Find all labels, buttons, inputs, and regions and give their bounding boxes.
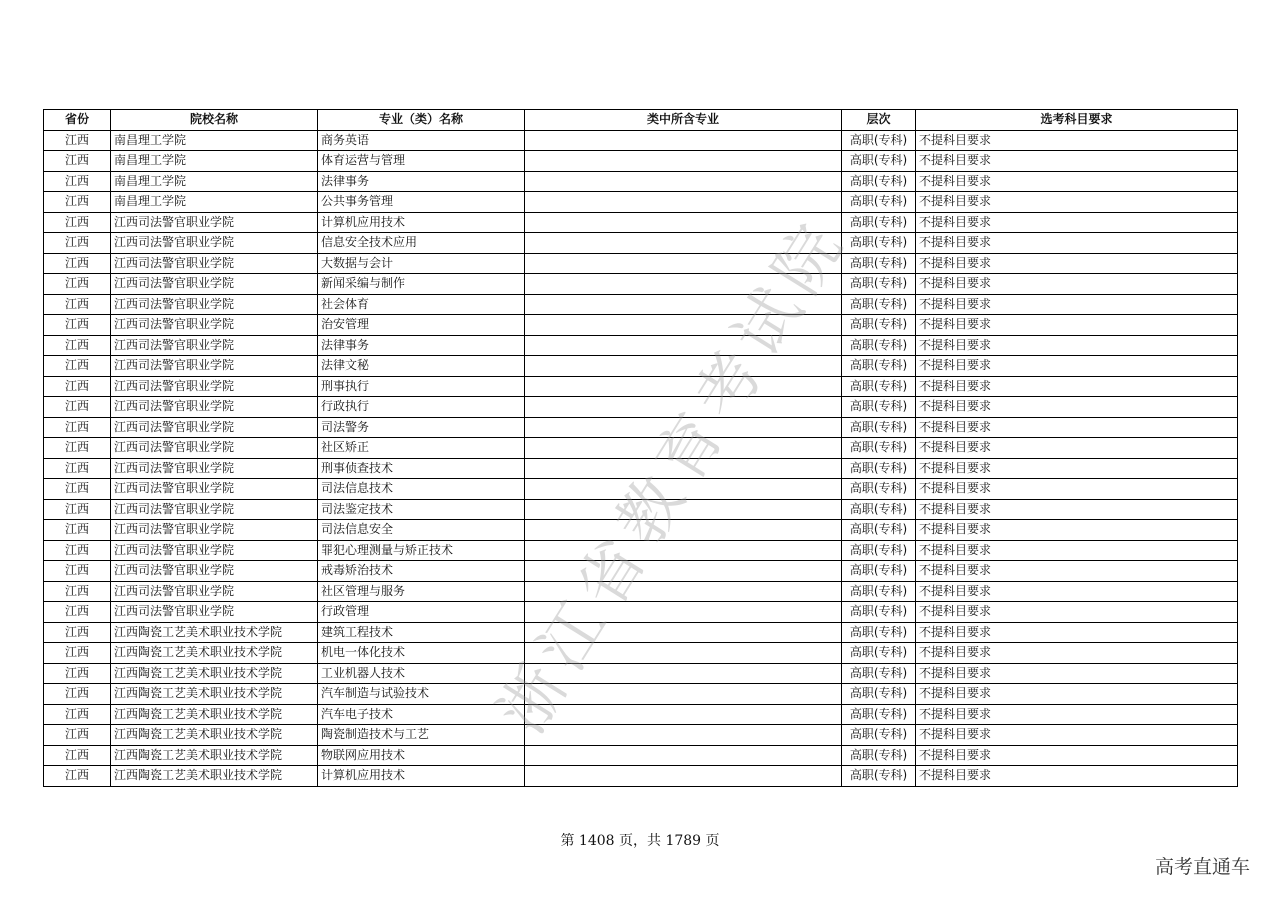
cell-included-majors	[525, 458, 842, 479]
cell-subject-requirement: 不提科目要求	[916, 704, 1238, 725]
cell-major: 物联网应用技术	[318, 745, 525, 766]
cell-subject-requirement: 不提科目要求	[916, 335, 1238, 356]
cell-school: 江西司法警官职业学院	[111, 499, 318, 520]
cell-school: 江西陶瓷工艺美术职业技术学院	[111, 766, 318, 787]
cell-province: 江西	[44, 130, 111, 151]
cell-subject-requirement: 不提科目要求	[916, 581, 1238, 602]
cell-included-majors	[525, 233, 842, 254]
cell-province: 江西	[44, 520, 111, 541]
table-header-row	[44, 110, 1238, 131]
cell-subject-requirement: 不提科目要求	[916, 130, 1238, 151]
cell-school: 江西司法警官职业学院	[111, 274, 318, 295]
cell-major: 大数据与会计	[318, 253, 525, 274]
cell-province: 江西	[44, 356, 111, 377]
cell-major: 戒毒矫治技术	[318, 561, 525, 582]
cell-included-majors	[525, 684, 842, 705]
cell-province: 江西	[44, 212, 111, 233]
cell-subject-requirement: 不提科目要求	[916, 294, 1238, 315]
cell-subject-requirement: 不提科目要求	[916, 397, 1238, 418]
cell-included-majors	[525, 212, 842, 233]
cell-major: 机电一体化技术	[318, 643, 525, 664]
cell-subject-requirement: 不提科目要求	[916, 151, 1238, 172]
cell-school: 江西陶瓷工艺美术职业技术学院	[111, 725, 318, 746]
cell-level: 高职(专科)	[842, 561, 916, 582]
cell-subject-requirement: 不提科目要求	[916, 315, 1238, 336]
header-level: 层次	[842, 110, 916, 131]
table-row	[44, 356, 1238, 377]
cell-included-majors	[525, 725, 842, 746]
table-row	[44, 315, 1238, 336]
cell-major: 罪犯心理测量与矫正技术	[318, 540, 525, 561]
cell-subject-requirement: 不提科目要求	[916, 458, 1238, 479]
table-body	[44, 130, 1238, 786]
cell-level: 高职(专科)	[842, 745, 916, 766]
cell-school: 江西司法警官职业学院	[111, 520, 318, 541]
cell-subject-requirement: 不提科目要求	[916, 192, 1238, 213]
cell-school: 江西司法警官职业学院	[111, 315, 318, 336]
table-row	[44, 438, 1238, 459]
cell-major: 计算机应用技术	[318, 766, 525, 787]
cell-province: 江西	[44, 233, 111, 254]
cell-included-majors	[525, 438, 842, 459]
cell-level: 高职(专科)	[842, 294, 916, 315]
table-row	[44, 417, 1238, 438]
header-subject-requirement: 选考科目要求	[916, 110, 1238, 131]
cell-province: 江西	[44, 151, 111, 172]
cell-included-majors	[525, 356, 842, 377]
table-row	[44, 253, 1238, 274]
cell-level: 高职(专科)	[842, 622, 916, 643]
table-row	[44, 520, 1238, 541]
cell-school: 江西陶瓷工艺美术职业技术学院	[111, 745, 318, 766]
cell-level: 高职(专科)	[842, 602, 916, 623]
cell-included-majors	[525, 622, 842, 643]
cell-major: 行政执行	[318, 397, 525, 418]
cell-province: 江西	[44, 643, 111, 664]
table-row	[44, 335, 1238, 356]
cell-subject-requirement: 不提科目要求	[916, 376, 1238, 397]
cell-included-majors	[525, 581, 842, 602]
table-row	[44, 766, 1238, 787]
table-row	[44, 684, 1238, 705]
table-row	[44, 294, 1238, 315]
cell-level: 高职(专科)	[842, 704, 916, 725]
cell-school: 江西司法警官职业学院	[111, 561, 318, 582]
cell-subject-requirement: 不提科目要求	[916, 540, 1238, 561]
cell-major: 体育运营与管理	[318, 151, 525, 172]
table-row	[44, 745, 1238, 766]
cell-subject-requirement: 不提科目要求	[916, 663, 1238, 684]
cell-included-majors	[525, 274, 842, 295]
cell-major: 公共事务管理	[318, 192, 525, 213]
cell-subject-requirement: 不提科目要求	[916, 499, 1238, 520]
cell-province: 江西	[44, 315, 111, 336]
cell-included-majors	[525, 253, 842, 274]
cell-level: 高职(专科)	[842, 499, 916, 520]
cell-province: 江西	[44, 704, 111, 725]
cell-included-majors	[525, 294, 842, 315]
cell-included-majors	[525, 540, 842, 561]
cell-level: 高职(专科)	[842, 643, 916, 664]
table-row	[44, 561, 1238, 582]
cell-subject-requirement: 不提科目要求	[916, 438, 1238, 459]
cell-subject-requirement: 不提科目要求	[916, 417, 1238, 438]
cell-included-majors	[525, 335, 842, 356]
table-row	[44, 458, 1238, 479]
table-row	[44, 499, 1238, 520]
cell-province: 江西	[44, 499, 111, 520]
cell-school: 江西司法警官职业学院	[111, 335, 318, 356]
cell-subject-requirement: 不提科目要求	[916, 766, 1238, 787]
cell-major: 汽车电子技术	[318, 704, 525, 725]
table-row	[44, 663, 1238, 684]
cell-major: 司法信息安全	[318, 520, 525, 541]
cell-subject-requirement: 不提科目要求	[916, 233, 1238, 254]
cell-included-majors	[525, 192, 842, 213]
cell-province: 江西	[44, 397, 111, 418]
cell-school: 江西陶瓷工艺美术职业技术学院	[111, 622, 318, 643]
table-row	[44, 643, 1238, 664]
cell-school: 江西司法警官职业学院	[111, 356, 318, 377]
page-number: 第 1408 页，共 1789 页	[560, 833, 720, 849]
cell-level: 高职(专科)	[842, 663, 916, 684]
cell-included-majors	[525, 130, 842, 151]
cell-included-majors	[525, 171, 842, 192]
table-row	[44, 130, 1238, 151]
cell-included-majors	[525, 766, 842, 787]
cell-included-majors	[525, 663, 842, 684]
cell-level: 高职(专科)	[842, 315, 916, 336]
cell-subject-requirement: 不提科目要求	[916, 684, 1238, 705]
cell-included-majors	[525, 643, 842, 664]
cell-school: 江西司法警官职业学院	[111, 438, 318, 459]
cell-school: 江西司法警官职业学院	[111, 540, 318, 561]
cell-included-majors	[525, 561, 842, 582]
cell-level: 高职(专科)	[842, 458, 916, 479]
table-row	[44, 725, 1238, 746]
table-row	[44, 212, 1238, 233]
cell-province: 江西	[44, 602, 111, 623]
cell-major: 刑事侦查技术	[318, 458, 525, 479]
cell-province: 江西	[44, 335, 111, 356]
cell-school: 南昌理工学院	[111, 171, 318, 192]
cell-province: 江西	[44, 253, 111, 274]
cell-major: 商务英语	[318, 130, 525, 151]
cell-subject-requirement: 不提科目要求	[916, 643, 1238, 664]
cell-school: 江西司法警官职业学院	[111, 417, 318, 438]
cell-included-majors	[525, 499, 842, 520]
table-row	[44, 274, 1238, 295]
cell-province: 江西	[44, 561, 111, 582]
cell-province: 江西	[44, 458, 111, 479]
cell-school: 江西司法警官职业学院	[111, 376, 318, 397]
cell-subject-requirement: 不提科目要求	[916, 602, 1238, 623]
cell-level: 高职(专科)	[842, 725, 916, 746]
cell-major: 信息安全技术应用	[318, 233, 525, 254]
header-province: 省份	[44, 110, 111, 131]
table-row	[44, 171, 1238, 192]
brand-logo-text: 高考直通车	[1154, 856, 1250, 878]
cell-included-majors	[525, 417, 842, 438]
majors-table	[43, 109, 1238, 787]
cell-province: 江西	[44, 745, 111, 766]
cell-level: 高职(专科)	[842, 684, 916, 705]
cell-province: 江西	[44, 171, 111, 192]
cell-level: 高职(专科)	[842, 356, 916, 377]
cell-school: 江西司法警官职业学院	[111, 458, 318, 479]
cell-included-majors	[525, 376, 842, 397]
cell-major: 司法鉴定技术	[318, 499, 525, 520]
cell-province: 江西	[44, 438, 111, 459]
cell-level: 高职(专科)	[842, 438, 916, 459]
table-row	[44, 602, 1238, 623]
cell-level: 高职(专科)	[842, 397, 916, 418]
cell-subject-requirement: 不提科目要求	[916, 171, 1238, 192]
cell-school: 江西陶瓷工艺美术职业技术学院	[111, 684, 318, 705]
cell-major: 法律事务	[318, 171, 525, 192]
cell-school: 江西陶瓷工艺美术职业技术学院	[111, 643, 318, 664]
table-row	[44, 540, 1238, 561]
cell-major: 司法警务	[318, 417, 525, 438]
cell-subject-requirement: 不提科目要求	[916, 622, 1238, 643]
cell-major: 法律事务	[318, 335, 525, 356]
table-row	[44, 233, 1238, 254]
cell-province: 江西	[44, 417, 111, 438]
table-row	[44, 192, 1238, 213]
cell-major: 新闻采编与制作	[318, 274, 525, 295]
cell-level: 高职(专科)	[842, 376, 916, 397]
table-row	[44, 479, 1238, 500]
table-row	[44, 151, 1238, 172]
cell-major: 司法信息技术	[318, 479, 525, 500]
cell-province: 江西	[44, 581, 111, 602]
cell-province: 江西	[44, 192, 111, 213]
cell-level: 高职(专科)	[842, 581, 916, 602]
table-row	[44, 581, 1238, 602]
cell-major: 行政管理	[318, 602, 525, 623]
cell-major: 工业机器人技术	[318, 663, 525, 684]
cell-level: 高职(专科)	[842, 233, 916, 254]
cell-major: 汽车制造与试验技术	[318, 684, 525, 705]
cell-included-majors	[525, 704, 842, 725]
cell-level: 高职(专科)	[842, 520, 916, 541]
cell-school: 江西司法警官职业学院	[111, 212, 318, 233]
header-school: 院校名称	[111, 110, 318, 131]
header-included-majors: 类中所含专业	[525, 110, 842, 131]
cell-subject-requirement: 不提科目要求	[916, 274, 1238, 295]
cell-included-majors	[525, 151, 842, 172]
cell-level: 高职(专科)	[842, 192, 916, 213]
cell-subject-requirement: 不提科目要求	[916, 725, 1238, 746]
cell-school: 南昌理工学院	[111, 192, 318, 213]
cell-included-majors	[525, 397, 842, 418]
cell-level: 高职(专科)	[842, 540, 916, 561]
cell-province: 江西	[44, 622, 111, 643]
cell-included-majors	[525, 745, 842, 766]
table-row	[44, 622, 1238, 643]
cell-school: 江西司法警官职业学院	[111, 253, 318, 274]
cell-subject-requirement: 不提科目要求	[916, 745, 1238, 766]
cell-province: 江西	[44, 376, 111, 397]
cell-school: 江西陶瓷工艺美术职业技术学院	[111, 663, 318, 684]
cell-included-majors	[525, 602, 842, 623]
cell-level: 高职(专科)	[842, 766, 916, 787]
cell-major: 社会体育	[318, 294, 525, 315]
cell-subject-requirement: 不提科目要求	[916, 212, 1238, 233]
cell-province: 江西	[44, 725, 111, 746]
cell-school: 南昌理工学院	[111, 151, 318, 172]
cell-level: 高职(专科)	[842, 151, 916, 172]
cell-school: 南昌理工学院	[111, 130, 318, 151]
cell-school: 江西司法警官职业学院	[111, 602, 318, 623]
cell-school: 江西司法警官职业学院	[111, 479, 318, 500]
cell-province: 江西	[44, 540, 111, 561]
cell-province: 江西	[44, 663, 111, 684]
cell-level: 高职(专科)	[842, 274, 916, 295]
cell-school: 江西司法警官职业学院	[111, 397, 318, 418]
cell-major: 治安管理	[318, 315, 525, 336]
watermark: 浙江省教育考试院	[485, 204, 862, 747]
table-row	[44, 397, 1238, 418]
cell-subject-requirement: 不提科目要求	[916, 253, 1238, 274]
cell-school: 江西陶瓷工艺美术职业技术学院	[111, 704, 318, 725]
cell-included-majors	[525, 520, 842, 541]
cell-level: 高职(专科)	[842, 253, 916, 274]
cell-level: 高职(专科)	[842, 417, 916, 438]
cell-major: 计算机应用技术	[318, 212, 525, 233]
header-major: 专业（类）名称	[318, 110, 525, 131]
cell-level: 高职(专科)	[842, 479, 916, 500]
cell-province: 江西	[44, 684, 111, 705]
cell-subject-requirement: 不提科目要求	[916, 561, 1238, 582]
cell-subject-requirement: 不提科目要求	[916, 356, 1238, 377]
table-row	[44, 376, 1238, 397]
cell-level: 高职(专科)	[842, 335, 916, 356]
cell-province: 江西	[44, 766, 111, 787]
table-row	[44, 704, 1238, 725]
cell-level: 高职(专科)	[842, 171, 916, 192]
cell-major: 陶瓷制造技术与工艺	[318, 725, 525, 746]
cell-province: 江西	[44, 479, 111, 500]
cell-included-majors	[525, 315, 842, 336]
cell-major: 刑事执行	[318, 376, 525, 397]
cell-school: 江西司法警官职业学院	[111, 294, 318, 315]
cell-subject-requirement: 不提科目要求	[916, 520, 1238, 541]
cell-major: 法律文秘	[318, 356, 525, 377]
cell-province: 江西	[44, 294, 111, 315]
cell-province: 江西	[44, 274, 111, 295]
cell-major: 建筑工程技术	[318, 622, 525, 643]
cell-level: 高职(专科)	[842, 212, 916, 233]
cell-subject-requirement: 不提科目要求	[916, 479, 1238, 500]
cell-major: 社区矫正	[318, 438, 525, 459]
cell-level: 高职(专科)	[842, 130, 916, 151]
cell-included-majors	[525, 479, 842, 500]
cell-school: 江西司法警官职业学院	[111, 581, 318, 602]
cell-major: 社区管理与服务	[318, 581, 525, 602]
cell-school: 江西司法警官职业学院	[111, 233, 318, 254]
